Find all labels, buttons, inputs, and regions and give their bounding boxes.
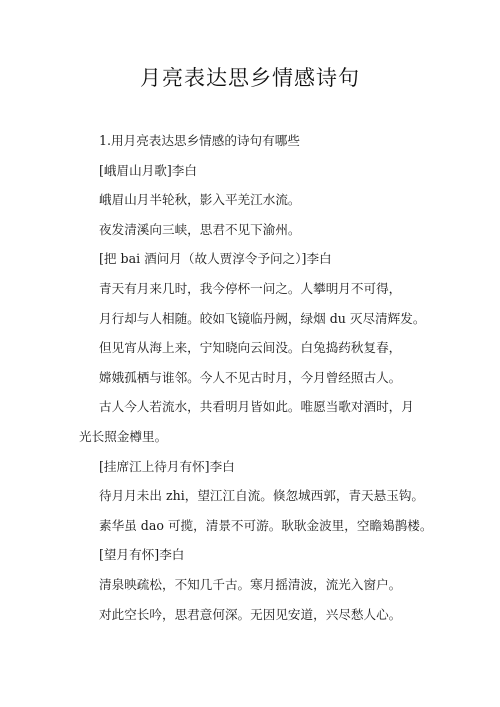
- poem-line: 夜发清溪向三峡，思君不见下渝州。: [99, 221, 301, 237]
- poem-title-emei: [峨眉山月歌]李白: [99, 162, 197, 178]
- document-title: 月亮表达思乡情感诗句: [140, 66, 360, 90]
- poem-line: 但见宵从海上来，宁知晓向云间没。白兔捣药秋复春，: [99, 340, 402, 356]
- poem-line: 对此空长吟，思君意何深。无因见安道，兴尽愁人心。: [99, 606, 402, 622]
- poem-line: 待月月未出 zhi，望江江自流。倏忽城西郭，青天悬玉钩。: [99, 488, 425, 504]
- document-body: [79, 126, 433, 629]
- poem-line: 青天有月来几时，我今停杯一问之。人攀明月不可得，: [99, 280, 402, 296]
- poem-line: 峨眉山月半轮秋，影入平羌江水流。: [99, 192, 301, 208]
- poem-line: 清泉映疏松，不知几千古。寒月摇清波，流光入窗户。: [99, 576, 402, 592]
- poem-line: 嫦娥孤栖与谁邻。今人不见古时月，今月曾经照古人。: [99, 369, 402, 385]
- poem-title-wangyue: [望月有怀]李白: [99, 547, 185, 563]
- poem-line: 月行却与人相随。皎如飞镜临丹阙，绿烟 du 灭尽清辉发。: [99, 310, 426, 326]
- question-heading: 1.用月亮表达思乡情感的诗句有哪些: [99, 133, 300, 148]
- poem-title-guaxi: [挂席江上待月有怀]李白: [99, 458, 235, 474]
- poem-line: 素华虽 dao 可揽，清景不可游。耿耿金波里，空瞻鳷鹊楼。: [99, 517, 433, 533]
- poem-line: 古人今人若流水，共看明月皆如此。唯愿当歌对酒时，月光长照金樽里。: [79, 399, 414, 444]
- poem-title-bajiu: [把 bai 酒问月（故人贾淳令予问之）]李白: [99, 251, 332, 267]
